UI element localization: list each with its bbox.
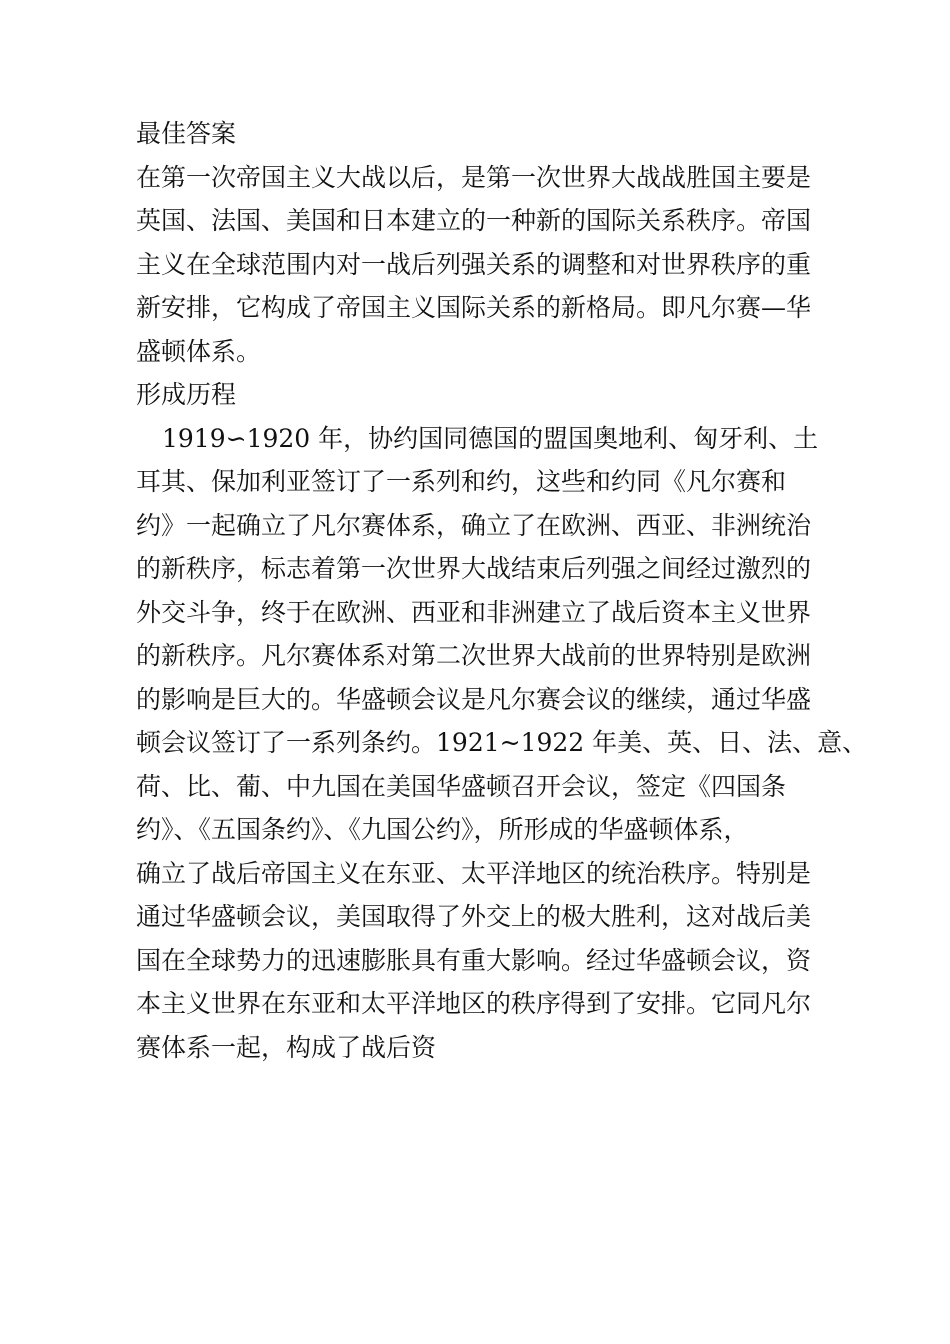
paragraph-line: 赛体系一起，构成了战后资: [136, 1032, 437, 1062]
paragraph-line: 本主义世界在东亚和太平洋地区的秩序得到了安排。它同凡尔: [136, 989, 812, 1018]
paragraph-line: 的新秩序。凡尔赛体系对第二次世界大战前的世界特别是欧洲: [136, 641, 812, 670]
paragraph-line: 约》一起确立了凡尔赛体系，确立了在欧洲、西亚、非洲统治: [136, 510, 812, 540]
paragraph-line: 在第一次帝国主义大战以后，是第一次世界大战战胜国主要是: [136, 162, 812, 192]
paragraph-line: 耳其、保加利亚签订了一系列和约，这些和约同《凡尔赛和: [136, 467, 787, 496]
paragraph-line: 主义在全球范围内对一战后列强关系的调整和对世界秩序的重: [136, 249, 812, 279]
paragraph-line: 约》、《五国条约》、《九国公约》，所形成的华盛顿体系，: [136, 815, 749, 844]
paragraph-line: 新安排，它构成了帝国主义国际关系的新格局。即凡尔赛—华: [136, 293, 812, 322]
paragraph-line: 1919∽1920 年，协约国同德国的盟国奥地利、匈牙利、土: [162, 423, 819, 453]
paragraph-line: 英国、法国、美国和日本建立的一种新的国际关系秩序。帝国: [136, 206, 812, 235]
paragraph-line: 通过华盛顿会议，美国取得了外交上的极大胜利，这对战后美: [136, 902, 812, 931]
paragraph-line: 荷、比、葡、中九国在美国华盛顿召开会议，签定《四国条: [136, 771, 787, 801]
paragraph-line: 确立了战后帝国主义在东亚、太平洋地区的统治秩序。特别是: [136, 858, 812, 888]
paragraph-line: 的新秩序，标志着第一次世界大战结束后列强之间经过激烈的: [136, 554, 812, 583]
document-body: [136, 112, 868, 1069]
paragraph-line: 外交斗争，终于在欧洲、西亚和非洲建立了战后资本主义世界: [136, 597, 812, 627]
paragraph-line: 顿会议签订了一系列条约。1921~1922 年美、英、日、法、意、: [136, 728, 868, 757]
heading-best-answer: 最佳答案: [136, 119, 237, 148]
paragraph-line: 的影响是巨大的。华盛顿会议是凡尔赛会议的继续，通过华盛: [136, 684, 812, 714]
heading-formation: 形成历程: [136, 380, 237, 409]
paragraph-line: 盛顿体系。: [136, 336, 262, 366]
paragraph-line: 国在全球势力的迅速膨胀具有重大影响。经过华盛顿会议，资: [136, 945, 812, 975]
